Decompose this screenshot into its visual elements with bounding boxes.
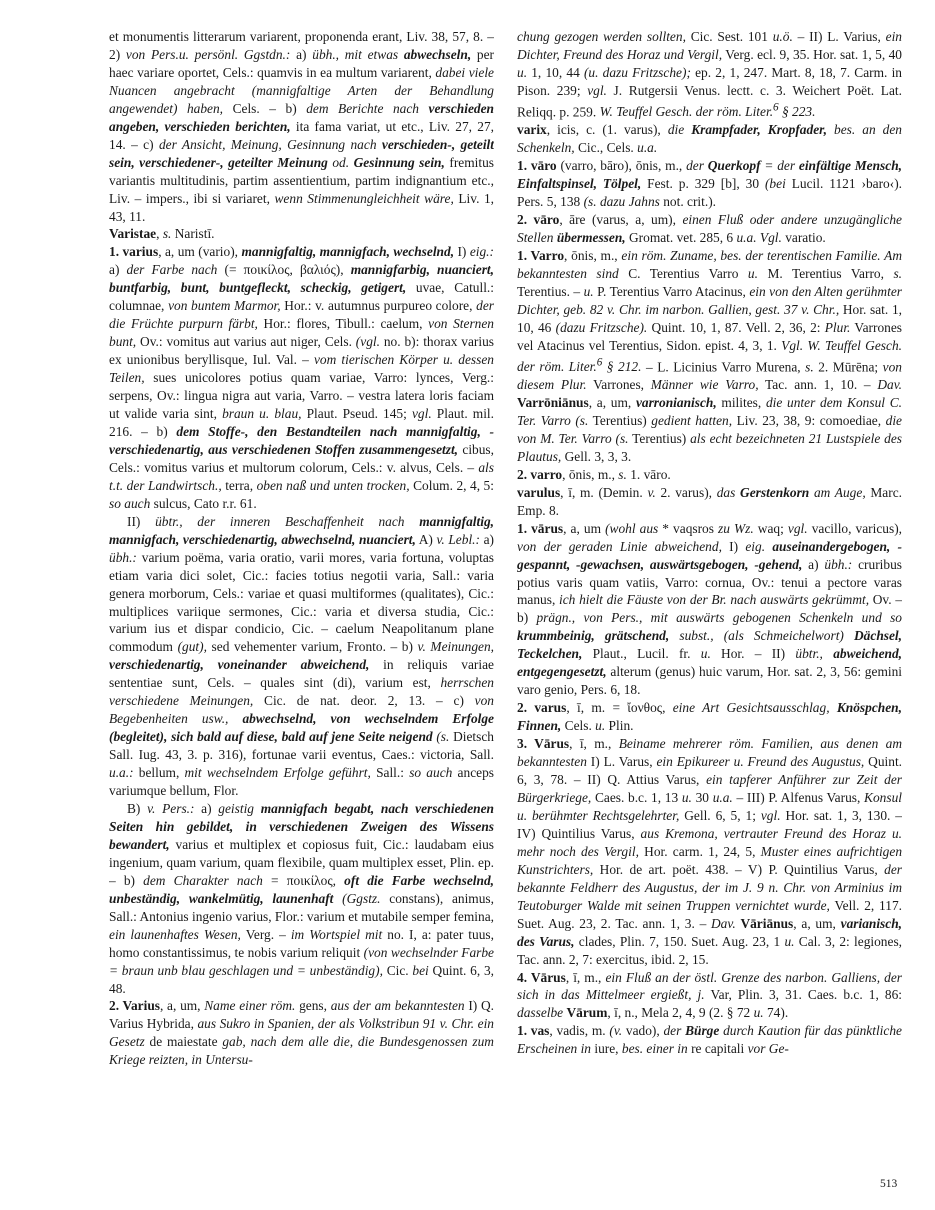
page-number: 513 (880, 1178, 898, 1190)
entry-continuation-varius: chung gezogen werden sollten, Cic. Sest. 101 u.ö. – II) L. Varius, ein Dichter, Freund des Horaz und Vergil, Verg. ecl. 9, 35. Hor. sat. 1, 5, 40 u. 1, 10, 44 (u. dazu Fritzsche); ep. 2, 1, 247. Mart. 8, 18, 7. Carm. in Pison. 239; vgl. J. Rutgersii Venus. lectt. c. 3. Weichert Poët. Lat. Reliqq. p. 259. W. Teuffel Gesch. der röm. Liter.$^6$ § 223. (517, 29, 902, 120)
entry-1-varro: 1. Varro, ōnis, m., ein röm. Zuname, bes. der terentischen Familie. Am bekanntesten sind C. Terentius Varro u. M. Terentius Varro, s. Terentius. – u. P. Terentius Varro Atacinus, ein von den Alten gerühmter Dichter, geb. 82 v. Chr. im narbon. Gallien, gest. 37 v. Chr., Hor. sat. 1, 10, 46 (dazu Fritzsche). Quint. 10, 1, 87. Vell. 2, 36, 2: Plur. Varrones vel Atacinus vel Terentius, Sidon. epist. 4, 3, 1. Vgl. W. Teuffel Gesch. der röm. Liter.$^6$ § 212. – L. Licinius Varro Murena, s. 2. Mūrēna; von diesem Plur. Varrones, Männer wie Varro, Tac. ann. 1, 10. – Dav. Varrōniānus, a, um, varronianisch, milites, die unter dem Konsul C. Ter. Varro (s. Terentius) gedient hatten, Liv. 23, 38, 9: comoediae, die von M. Ter. Varro (s. Terentius) als echt bezeichneten 21 Lustspiele des Plautus, Gell. 3, 3, 3. (517, 247, 902, 464)
entry-1-varus: 1. vārus, a, um (wohl aus * vaqsros zu Wz. waq; vgl. vacillo, varicus), von der geraden Linie abweichend, I) eig. auseinandergebogen, -gespannt, -gewachsen, auswärtsgebogen, -gehend, a) übh.: cruribus potius varis quam vatiis, Varro: cornua, Ov.: tenui a pectore varas manus, ich hielt die Fäuste von der Br. nach auswärts gekrümmt, Ov. – b) prägn., von Pers., mit auswärts gebogenen Schenkeln und so krummbeinig, grätschend, subst., (als Schmeichelwort) Dächsel, Teckelchen, Plaut., Lucil. fr. u. Hor. – II) übtr., abweichend, entgegengesetzt, alterum (genus) huic varum, Hor. sat. 2, 3, 56: gemini varo genio, Pers. 6, 18. (517, 520, 902, 698)
entry-1-vas: 1. vas, vadis, m. (v. vado), der Bürge durch Kaution für das pünktliche Erscheinen in iure, bes. einer in re capitali vor Ge- (517, 1023, 902, 1057)
entry-3-varus: 3. Vārus, ī, m., Beiname mehrerer röm. Familien, aus denen am bekanntesten I) L. Varus, ein Epikureer u. Freund des Augustus, Quint. 6, 3, 78. – II) Q. Attius Varus, ein tapferer Anführer zur Zeit der Bürgerkriege, Caes. b.c. 1, 13 u. 30 u.a. – III) P. Alfenus Varus, Konsul u. berühmter Rechtsgelehrter, Gell. 6, 5, 1; vgl. Hor. sat. 1, 3, 130. – IV) Quintilius Varus, aus Kremona, vertrauter Freund des Horaz u. mehr noch des Vergil, Hor. carm. 1, 24, 5, Muster eines aufrichtigen Kunstrichters, Hor. de art. poët. 438. – V) P. Quintilius Varus, der bekannte Feldherr des Augustus, der im J. 9 n. Chr. von Arminius im Teutoburger Walde mit seinen Truppen vernichtet wurde, Vell. 2, 117. Suet. Aug. 23, 2. Tac. ann. 1, 3. – Dav. Vāriānus, a, um, varianisch, des Varus, clades, Plin. 7, 150. Suet. Aug. 23, 1 u. Cal. 3, 2: legiones, Tac. ann. 2, 7: exercitus, ibid. 2, 15. (517, 736, 902, 967)
entry-2-varius: 2. Varius, a, um, Name einer röm. gens, aus der am bekanntesten I) Q. Varius Hybrida, aus Sukro in Spanien, der als Volkstribun 91 v. Chr. ein Gesetz de maiestate gab, nach dem alle die, die Bundesgenossen zum Kriege reizten, in Untersu- (109, 998, 494, 1068)
entry-4-varus: 4. Vārus, ī, m., ein Fluß an der östl. Grenze des narbon. Galliens, der sich in das Mittelmeer ergießt, j. Var, Plin. 3, 31. Caes. b.c. 1, 86: dasselbe Vārum, ī, n., Mela 2, 4, 9 (2. § 72 u. 74). (517, 969, 902, 1021)
entry-varistae: Varistae, s. Naristī. (109, 226, 215, 242)
entry-1-varius-section-B: B) v. Pers.: a) geistig mannigfach begabt, nach verschiedenen Seiten hin gebildet, in verschiedenen Zweigen des Wissens bewandert, varius et multiplex et copiosus fuit, Cic.: laudabam eius ingenium, quam varium, quam flexibile, quam multiplex esset, Plin. ep. – b) dem Charakter nach = ποικίλος, oft die Farbe wechselnd, unbeständig, wankelmütig, launenhaft (Ggstz. constans), animus, Sall.: Antonius ingenio varius, Flor.: varium et mutabile semper femina, ein launenhaftes Wesen, Verg. – im Wortspiel mit no. I, a: pater tuus, homo constantissimus, te nobis varium reliquit (von wechselnder Farbe = braun unb blau geschlagen und = unbeständig), Cic. bei Quint. 6, 3, 48. (109, 800, 494, 996)
left-column (109, 28, 494, 1178)
entry-varulus: varulus, ī, m. (Demin. v. 2. varus), das Gerstenkorn am Auge, Marc. Emp. 8. (517, 484, 902, 518)
entry-2-varus: 2. varus, ī, m. = ἴονθος, eine Art Gesichtsausschlag, Knöspchen, Finnen, Cels. u. Plin. (517, 700, 902, 734)
entry-1-varius-section-II: II) übtr., der inneren Beschaffenheit nach mannigfaltig, mannigfach, verschiedenartig, abwechselnd, nuanciert, A) v. Lebl.: a) übh.: varium poëma, varia oratio, varii mores, varia fortuna, voluptas etiam varia dici solet, Cic.: facies totius negotii varia, Sall.: varia genera morborum, Cels.: variae et quasi multiformes (qualitates), Cic.: multiplices variique sermones, Cic.: varia et diversa studia, Cic.: varium ius et dispar condicio, Cic. – caelum Neapolitanum plane commodum (gut), sed vehementer varium, Fronto. – b) v. Meinungen, verschiedenartig, voneinander abweichend, in reliquis variae sententiae sunt, Cels. – quales sint (di), varium est, herrschen verschiedene Meinungen, Cic. de nat. deor. 2, 13. – c) von Begebenheiten usw., abwechselnd, von wechselndem Erfolge (begleitet), sich bald auf diese, bald auf jene Seite neigend (s. Dietsch Sall. Iug. 43, 3. p. 316), fortunae varii eventus, Caes.: victoria, Sall. u.a.: bellum, mit wechselndem Erfolge geführt, Sall.: so auch anceps variumque bellum, Flor. (109, 513, 494, 799)
entry-1-varo: 1. vāro (varro, bāro), ōnis, m., der Querkopf = der einfältige Mensch, Einfaltspinsel, Tölpel, Fest. p. 329 [b], 30 (bei Lucil. 1121 ›baro‹). Pers. 5, 138 (s. dazu Jahns not. crit.). (517, 158, 902, 210)
right-column (517, 28, 902, 1178)
entry-2-varro: 2. varro, ōnis, m., s. 1. vāro. (517, 466, 671, 482)
entry-varix: varix, icis, c. (1. varus), die Krampfader, Kropfader, bes. an den Schenkeln, Cic., Cels. u.a. (517, 122, 902, 156)
entry-continuation-variare: et monumentis litterarum variarent, proponenda erant, Liv. 38, 57, 8. – 2) von Pers.u. persönl. Ggstdn.: a) übh., mit etwas abwechseln, per haec variare oportet, Cels.: quamvis in ea multum variarent, dabei viele Nuancen angebracht (mannigfaltige Arten der Behandlung angewendet) haben, Cels. – b) dem Berichte nach verschieden angeben, verschieden berichten, ita fama variat, ut etc., Liv. 27, 27, 14. – c) der Ansicht, Meinung, Gesinnung nach verschieden-, geteilt sein, verschiedener-, geteilter Meinung od. Gesinnung sein, fremitus variantis multitudinis, partim assentientium, partim indignantium etc., Liv. – impers., ibi si variaret, wenn Stimmenungleichheit wäre, Liv. 1, 43, 11. (109, 29, 494, 224)
entry-1-varius: 1. varius, a, um (vario), mannigfaltig, mannigfach, wechselnd, I) eig.: a) der Farbe nach (= ποικίλος, βαλιός), mannigfarbig, nuanciert, buntfarbig, bunt, buntgefleckt, scheckig, getigert, uvae, Catull.: columnae, von buntem Marmor, Hor.: v. autumnus purpureo colore, der die Früchte purpurn färbt, Hor.: flores, Tibull.: caelum, von Sternen bunt, Ov.: vomitus aut varius aut niger, Cels. (vgl. no. b): thorax varius ex unionibus beryllisque, Iul. Val. – vom tierischen Körper u. dessen Teilen, sues unicolores potius quam variae, Varro: lynces, Verg.: serpens, Ov.: lingua nigra aut varia, Varro. – vestra latera loris faciam ut valide varia sint, braun u. blau, Plaut. Pseud. 145; vgl. Plaut. mil. 216. – b) dem Stoffe-, den Bestandteilen nach mannigfaltig, -verschiedenartig, aus verschiedenen Stoffen zusammengesetzt, cibus, Cels.: vomitus varius et multorum colorum, Cels.: v. alvus, Cels. – als t.t. der Landwirtsch., terra, oben naß und unten trocken, Colum. 2, 4, 5: so auch sulcus, Cato r.r. 61. (109, 244, 494, 511)
entry-2-varo: 2. vāro, āre (varus, a, um), einen Fluß oder andere unzugängliche Stellen übermessen, Gromat. vet. 285, 6 u.a. Vgl. varatio. (517, 212, 902, 245)
